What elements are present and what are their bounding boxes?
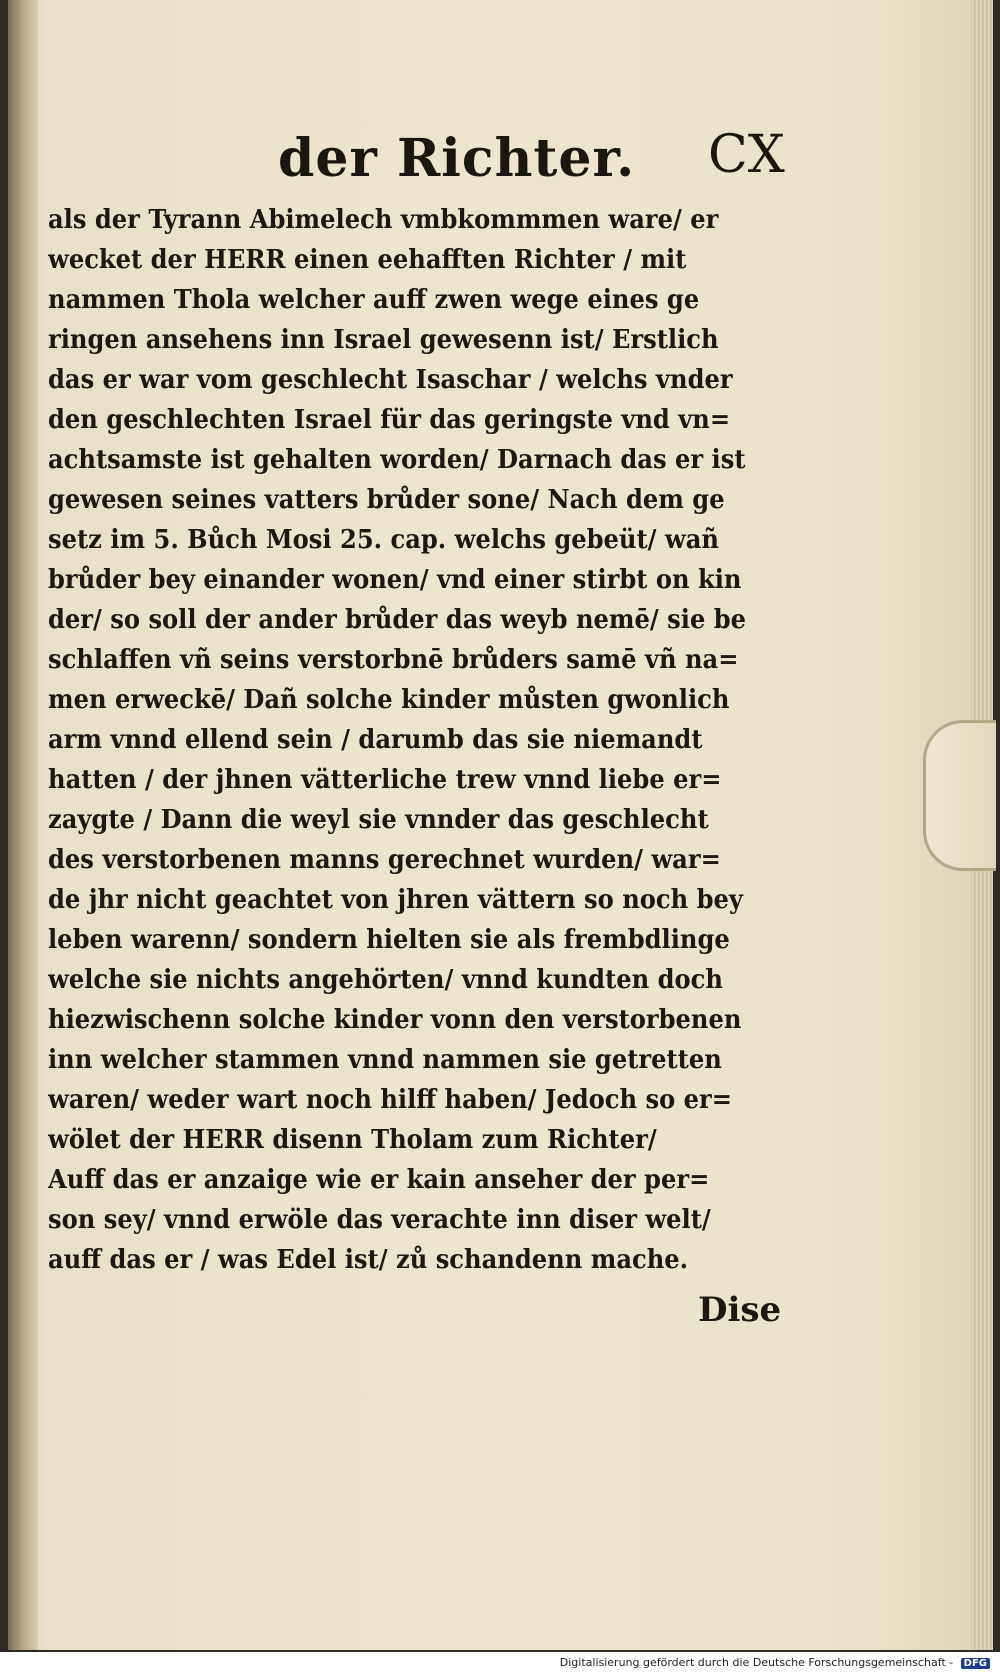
text-line: das er war vom geschlecht Isaschar / welchs vnder xyxy=(48,365,733,395)
catchword: Dise xyxy=(698,1290,782,1330)
text-line: wölet der HERR disenn Tholam zum Richter/ xyxy=(48,1125,657,1155)
text-line: hatten / der jhnen vätterliche trew vnnd liebe er= xyxy=(48,765,722,795)
text-line: des verstorbenen manns gerechnet wurden/ war= xyxy=(48,845,721,875)
text-line: welche sie nichts angehörten/ vnnd kundten doch xyxy=(48,965,723,995)
text-line: waren/ weder wart noch hilff haben/ Jedoch so er= xyxy=(48,1085,733,1115)
text-line: brůder bey einander wonen/ vnd einer stirbt on kin xyxy=(48,565,742,595)
book-leaf xyxy=(8,0,993,1650)
text-block xyxy=(48,200,808,1280)
text-line: gewesen seines vatters brůder sone/ Nach dem ge xyxy=(48,485,725,515)
text-line: wecket der HERR einen eehafften Richter / mit xyxy=(48,245,687,275)
text-line: zaygte / Dann die weyl sie vnnder das geschlecht xyxy=(48,805,709,835)
text-line: inn welcher stammen vnnd nammen sie getretten xyxy=(48,1045,722,1075)
book-clasp xyxy=(923,720,996,871)
text-line: leben warenn/ sondern hielten sie als frembdlinge xyxy=(48,925,730,955)
binding-gutter xyxy=(8,0,38,1650)
text-line: de jhr nicht geachtet von jhren vättern so noch bey xyxy=(48,885,743,915)
text-line: der/ so soll der ander brůder das weyb nemē/ sie be xyxy=(48,605,747,635)
text-line: als der Tyrann Abimelech vmbkommmen ware/ er xyxy=(48,205,719,235)
text-line: son sey/ vnnd erwöle das verachte inn diser welt/ xyxy=(48,1205,711,1235)
funding-credit-text: Digitalisierung gefördert durch die Deutsche Forschungsgemeinschaft - xyxy=(559,1656,954,1669)
funding-credit xyxy=(560,1656,990,1669)
text-line: auff das er / was Edel ist/ zů schandenn mache. xyxy=(48,1245,689,1275)
text-line: arm vnnd ellend sein / darumb das sie niemandt xyxy=(48,725,703,755)
digitization-footer xyxy=(0,1652,1000,1676)
text-line: nammen Thola welcher auff zwen wege eines ge xyxy=(48,285,700,315)
text-line: Auff das er anzaige wie er kain anseher der per= xyxy=(48,1165,710,1195)
text-line: ringen ansehens inn Israel gewesenn ist/ Erstlich xyxy=(48,325,719,355)
text-line: hiezwischenn solche kinder vonn den verstorbenen xyxy=(48,1005,742,1035)
text-line: schlaffen vñ seins verstorbnē brůders samē vñ na= xyxy=(48,645,739,675)
text-line: setz im 5. Bůch Mosi 25. cap. welchs gebeüt/ wañ xyxy=(48,525,719,555)
dfg-logo: DFG xyxy=(961,1658,990,1669)
text-line: men erweckē/ Dañ solche kinder můsten gwonlich xyxy=(48,685,730,715)
text-line: den geschlechten Israel für das geringste vnd vn= xyxy=(48,405,731,435)
running-head: der Richter. xyxy=(278,128,636,189)
text-line: achtsamste ist gehalten worden/ Darnach das er ist xyxy=(48,445,746,475)
folio-number: CX xyxy=(708,125,785,185)
